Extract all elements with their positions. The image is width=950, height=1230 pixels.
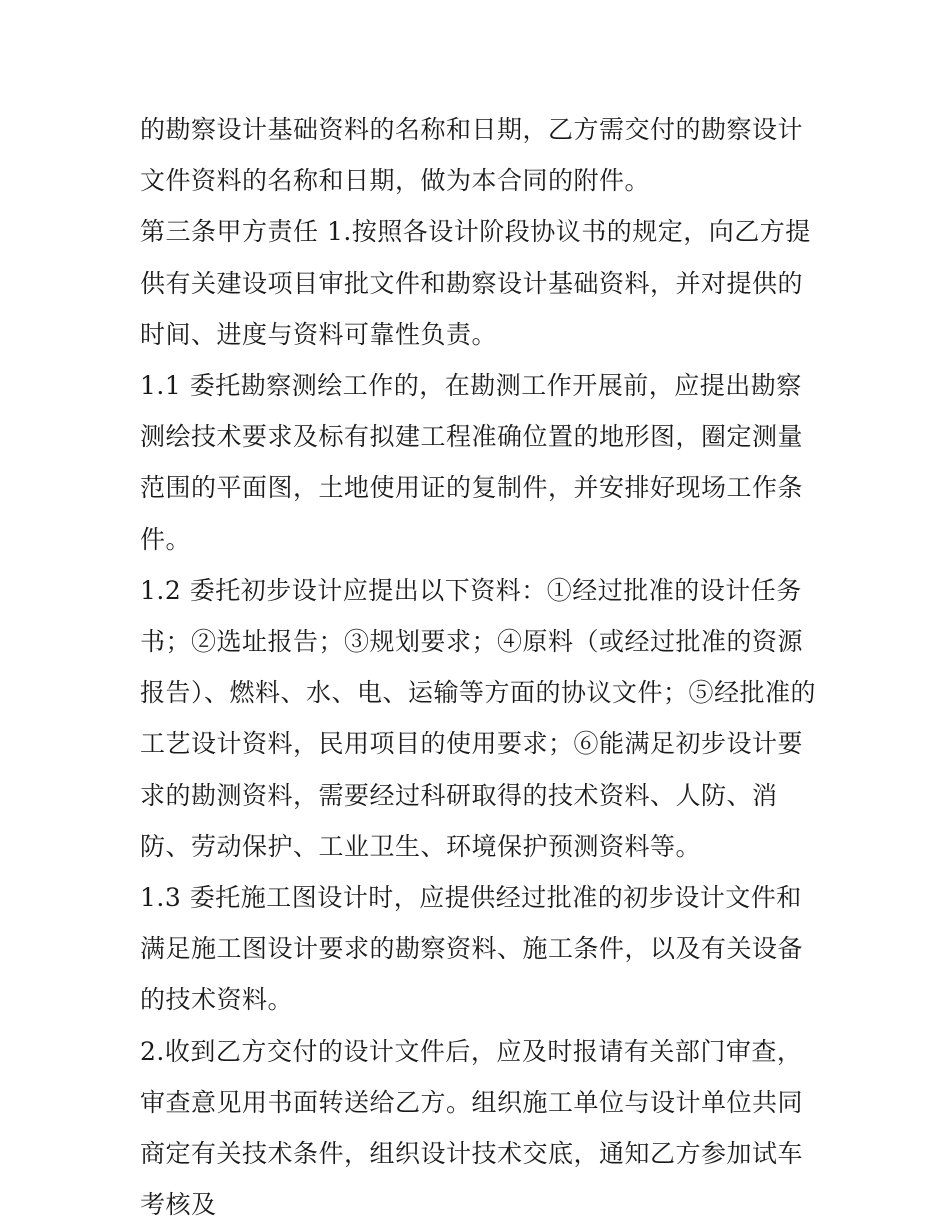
paragraph-clause-1-2: 1.2 委托初步设计应提出以下资料：①经过批准的设计任务书；②选址报告；③规划要求；④原料（或经过批准的资源报告）、燃料、水、电、运输等方面的协议文件；⑤经批准的工艺设计资料，民用项目的使用要求；⑥能满足初步设计要求的勘测资料，需要经过科研取得的技术资料、人防、消防、劳动保护、工业卫生、环境保护预测资料等。 — [140, 575, 817, 861]
paragraph-article-three: 第三条甲方责任 1.按照各设计阶段协议书的规定，向乙方提供有关建设项目审批文件和勘察设计基础资料，并对提供的时间、进度与资料可靠性负责。 — [140, 217, 811, 349]
paragraph-clause-1-1: 1.1 委托勘察测绘工作的，在勘测工作开展前，应提出勘察测绘技术要求及标有拟建工程准确位置的地形图，圈定测量范围的平面图，土地使用证的复制件，并安排好现场工作条件。 — [140, 371, 804, 554]
paragraph-clause-1-3: 1.3 委托施工图设计时，应提供经过批准的初步设计文件和满足施工图设计要求的勘察资料、施工条件，以及有关设备的技术资料。 — [140, 883, 804, 1015]
document-body — [140, 104, 820, 1230]
paragraph-attachment-note: 的勘察设计基础资料的名称和日期，乙方需交付的勘察设计文件资料的名称和日期，做为本合同的附件。 — [140, 115, 804, 196]
paragraph-clause-2: 2.收到乙方交付的设计文件后，应及时报请有关部门审查，审查意见用书面转送给乙方。组织施工单位与设计单位共同商定有关技术条件，组织设计技术交底，通知乙方参加试车考核及 — [140, 1036, 804, 1220]
